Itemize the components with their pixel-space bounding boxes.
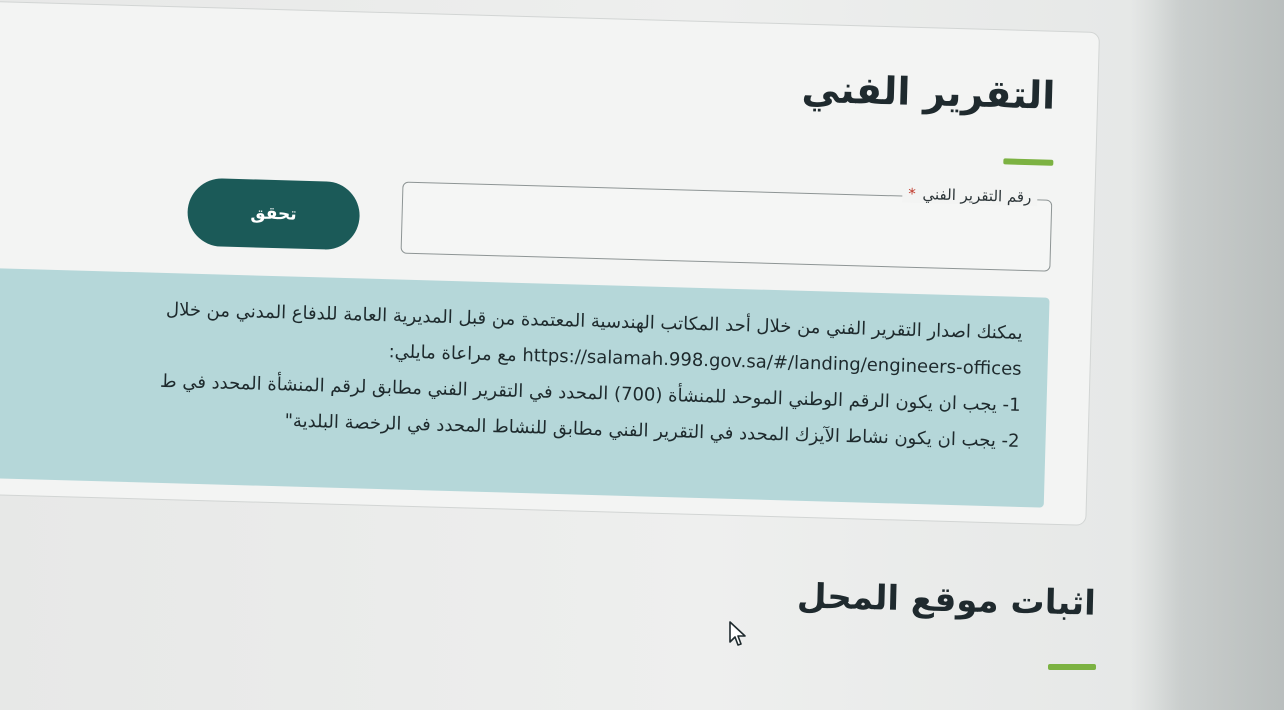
info-line-3: 1- يجب ان يكون الرقم الوطني الموحد للمنشأة (700) المحدد في التقرير الفني مطابق لرقم المنشأة المحدد في ط (159, 370, 1021, 416)
info-line-1: يمكنك اصدار التقرير الفني من خلال أحد المكاتب الهندسية المعتمدة من قبل المديرية العامة للدفاع المدني من خلال (165, 299, 1023, 344)
engineers-offices-link[interactable]: https://salamah.998.gov.sa/#/landing/engineers-offices (522, 345, 1022, 380)
info-line-2-suffix: مع مراعاة مايلي: (388, 341, 517, 366)
location-title-underline (1048, 664, 1096, 670)
title-underline (1003, 158, 1053, 165)
info-box (0, 267, 1050, 507)
section-title: التقرير الفني (801, 66, 1056, 118)
location-section-title: اثبات موقع المحل (796, 576, 1097, 624)
report-number-label-text: رقم التقرير الفني (922, 185, 1032, 207)
info-line-2 (388, 341, 1022, 380)
report-number-field[interactable] (401, 182, 1053, 272)
required-mark: * (908, 184, 917, 203)
screen-edge-shade (1154, 0, 1284, 710)
verify-button[interactable]: تحقق (187, 178, 361, 251)
mouse-pointer-icon (728, 620, 748, 648)
info-line-4: 2- يجب ان يكون نشاط الآيزك المحدد في التقرير الفني مطابق للنشاط المحدد في الرخصة البلدية" (284, 410, 1020, 452)
